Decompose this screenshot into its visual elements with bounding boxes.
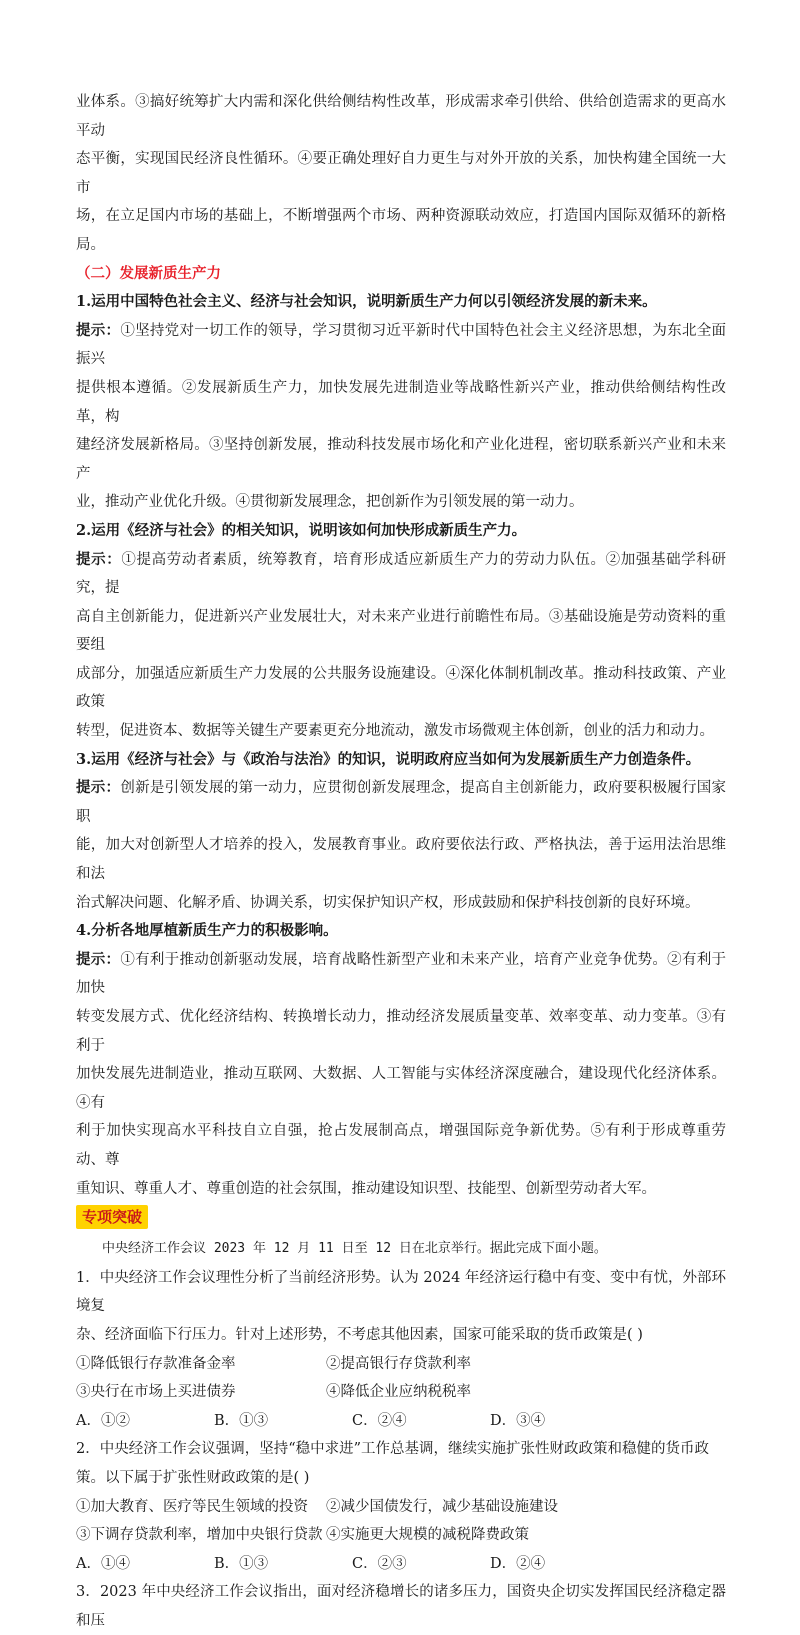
text-line: 加快发展先进制造业，推动互联网、大数据、人工智能与实体经济深度融合，建设现代化经济体系。④有: [76, 1066, 726, 1111]
mc-item: ①降低银行存款准备金率: [76, 1355, 236, 1372]
hint-label: 提示：: [76, 321, 121, 339]
hint-label: 提示：: [76, 779, 121, 797]
choice-c[interactable]: C．②④: [352, 1412, 407, 1429]
question-block: [76, 517, 726, 746]
mc-stem-line: 2．中央经济工作会议强调，坚持“稳中求进”工作总基调，继续实施扩张性财政政策和稳健的货币政: [76, 1441, 710, 1458]
top-paragraph: [76, 88, 726, 260]
mc-item: ②提高银行存贷款利率: [326, 1355, 471, 1372]
choice-a[interactable]: A．①②: [76, 1412, 130, 1429]
hint-label: 提示：: [76, 550, 122, 568]
text-line: 能，加大对创新型人才培养的投入，发展教育事业。政府要依法行政、严格执法，善于运用法治思维和法: [76, 837, 726, 883]
text-line: 3．2023 年中央经济工作会议指出，面对经济稳增长的诸多压力，国资央企切实发挥国民经济稳定器和压: [76, 1584, 726, 1629]
text-line: [76, 774, 726, 831]
choice-b[interactable]: B．①③: [214, 1555, 269, 1572]
question-title: 4.分析各地厚植新质生产力的积极影响。: [76, 922, 338, 940]
mc-stem-line: 策。以下属于扩张性财政政策的是( ): [76, 1469, 310, 1486]
text-line: 业，推动产业优化升级。④贯彻新发展理念，把创新作为引领发展的第一动力。: [76, 494, 584, 511]
text-line: 态平衡，实现国民经济良性循环。④要正确处理好自力更生与对外开放的关系，加快构建全国统一大市: [76, 151, 726, 196]
section-tag: 专项突破: [76, 1205, 148, 1229]
choice-c[interactable]: C．②③: [352, 1555, 407, 1572]
mc-stem-line: 1．中央经济工作会议理性分析了当前经济形势。认为 2024 年经济运行稳中有变、变中有忧，外部环境复: [76, 1269, 726, 1315]
mc-question: [76, 1264, 726, 1436]
text-line: 转型，促进资本、数据等关键生产要素更充分地流动，激发市场微观主体创新，创业的活力和动力。: [76, 723, 714, 740]
question-block: [76, 746, 726, 918]
hint-text: ①提高劳动者素质，统筹教育，培育形成适应新质生产力的劳动力队伍。②加强基础学科研究，提: [76, 551, 727, 597]
mc-item: ③下调存贷款利率，增加中央银行贷款: [76, 1527, 323, 1544]
question-block: [76, 288, 726, 517]
text-line: 成部分，加强适应新质生产力发展的公共服务设施建设。④深化体制机制改革。推动科技政策、产业政策: [76, 665, 726, 711]
hint-text: ①坚持党对一切工作的领导，学习贯彻习近平新时代中国特色社会主义经济思想，为东北全面振兴: [76, 322, 727, 368]
question-title: 1.运用中国特色社会主义、经济与社会知识，说明新质生产力何以引领经济发展的新未来。: [76, 293, 657, 311]
text-line: 场，在立足国内市场的基础上，不断增强两个市场、两种资源联动效应，打造国内国际双循环的新格局。: [76, 208, 726, 253]
text-line: 高自主创新能力，促进新兴产业发展壮大，对未来产业进行前瞻性布局。③基础设施是劳动资料的重要组: [76, 608, 726, 654]
mc-items-row: [76, 1493, 726, 1522]
text-line: 建经济发展新格局。③坚持创新发展，推动科技发展市场化和产业化进程，密切联系新兴产业和未来产: [76, 437, 726, 482]
choice-b[interactable]: B．①③: [214, 1412, 269, 1429]
mc-item: ①加大教育、医疗等民生领域的投资: [76, 1498, 308, 1515]
hint-text: ①有利于推动创新驱动发展，培育战略性新型产业和未来产业，培育产业竞争优势。②有利于加快: [76, 951, 727, 997]
choice-d[interactable]: D．②④: [490, 1555, 546, 1572]
text-line: 利于加快实现高水平科技自立自强，抢占发展制高点，增强国际竞争新优势。⑤有利于形成尊重劳动、尊: [76, 1123, 726, 1168]
question-title: 2.运用《经济与社会》的相关知识，说明该如何加快形成新质生产力。: [76, 521, 527, 539]
mc-item: ③央行在市场上买进债券: [76, 1384, 236, 1401]
mc-item: ②减少国债发行，减少基础设施建设: [326, 1498, 558, 1515]
hint-text: 创新是引领发展的第一动力，应贯彻创新发展理念，提高自主创新能力，政府要积极履行国家职: [76, 780, 727, 825]
mc-item: ④降低企业应纳税税率: [326, 1384, 471, 1401]
question-block: [76, 917, 726, 1203]
document-page: [76, 88, 726, 1635]
mc-items-row: [76, 1350, 726, 1379]
text-line: 提供根本遵循。②发展新质生产力，加快发展先进制造业等战略性新兴产业，推动供给侧结构性改革，构: [76, 379, 726, 425]
choice-d[interactable]: D．③④: [490, 1412, 546, 1429]
section-heading: （二）发展新质生产力: [76, 264, 221, 282]
mc-stem-line: 杂、经济面临下行压力。针对上述形势，不考虑其他因素，国家可能采取的货币政策是( ): [76, 1326, 643, 1343]
hint-label: 提示：: [76, 950, 121, 968]
text-line: 业体系。③搞好统筹扩大内需和深化供给侧结构性改革，形成需求牵引供给、供给创造需求的更高水平动: [76, 94, 726, 139]
choice-a[interactable]: A．①④: [76, 1555, 130, 1572]
text-line: [76, 546, 726, 603]
intro-text: 中央经济工作会议 2023 年 12 月 11 日至 12 日在北京举行。据此完成下面小题。: [102, 1241, 607, 1257]
section-tag-row: [76, 1205, 726, 1233]
mc-choices: [76, 1550, 726, 1579]
text-line: 转变发展方式、优化经济结构、转换增长动力，推动经济发展质量变革、效率变革、动力变革。③有利于: [76, 1009, 726, 1054]
text-line: [76, 946, 726, 1003]
text-line: 重知识、尊重人才、尊重创造的社会氛围，推动建设知识型、技能型、创新型劳动者大军。: [76, 1180, 656, 1197]
mc-items-row: [76, 1521, 726, 1550]
text-line: 治式解决问题、化解矛盾、协调关系，切实保护知识产权，形成鼓励和保护科技创新的良好环境。: [76, 894, 700, 911]
text-line: [76, 317, 726, 374]
mc-choices: [76, 1407, 726, 1436]
mc-item: ④实施更大规模的减税降费政策: [326, 1527, 529, 1544]
question-title: 3.运用《经济与社会》与《政治与法治》的知识，说明政府应当如何为发展新质生产力创造条件。: [76, 750, 701, 768]
mc-question: [76, 1435, 726, 1578]
mc-items-row: [76, 1378, 726, 1407]
